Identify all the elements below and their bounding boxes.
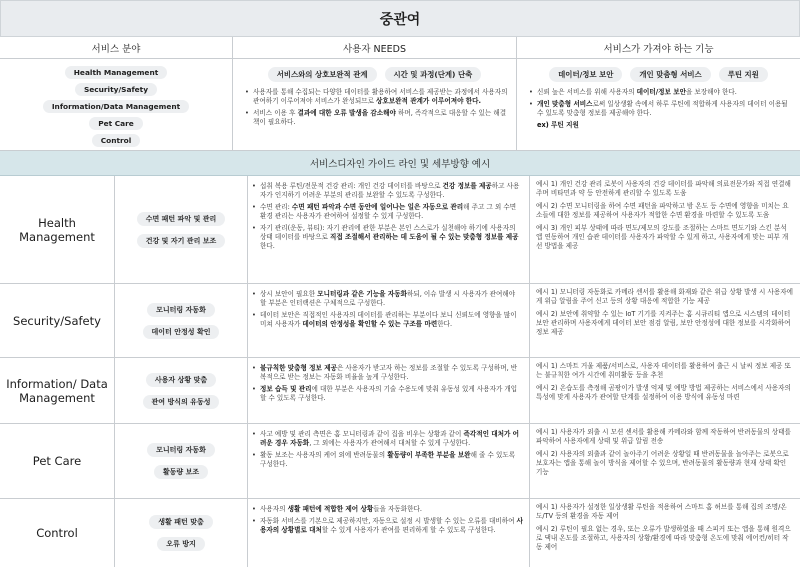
guide-example: 예시 1) 사용자가 외출 시 모션 센서를 활용해 카메라와 함께 작동하여 반려동물의 상태를 파악하여 사용자에게 상태 및 위급 알림 전송 — [536, 428, 791, 445]
guide-row-petcare — [0, 424, 800, 499]
guide-pills — [115, 176, 248, 283]
guide-bullet: • 수면 관리: 수면 패턴 파악과 수면 동안에 일어나는 일은 자동으로 관리해 주고 그 외 수면 환경 관리는 사용자가 관여하여 설정할 수 있게 구성한다. — [252, 203, 523, 221]
header-values: 서비스가 가져야 하는 기능 — [603, 43, 714, 55]
guide-example: 예시 2) 루틴이 필요 없는 경우, 또는 오류가 발생하였을 때 스피커 또는 앱을 통해 원격으로 댁내 온도를 조절하고, 사용자의 상황/환경에 따라 맞춤형 온도에 맞춰 에어컨/히터 작동 제어 — [536, 525, 791, 551]
domain-pill: Security/Safety — [75, 83, 157, 96]
values-pill: 루틴 지원 — [719, 67, 768, 82]
page-title-text: 중관여 — [379, 11, 421, 28]
guide-examples — [530, 176, 800, 283]
guide-example: 예시 1) 모니터링 자동화로 카메라 센서를 활용해 화재와 같은 위급 상황 발생 시 사용자에게 위급 알림을 주어 신고 등의 상황 대응에 적합한 기능 제공 — [536, 288, 793, 305]
guide-row-information — [0, 358, 800, 424]
guide-pills — [115, 284, 248, 357]
guide-pill: 관여 방식의 유동성 — [143, 395, 220, 409]
summary-domains — [0, 59, 233, 150]
guide-bullet: • 불규칙한 맞춤형 정보 제공은 사용자가 받고자 하는 정보를 조절할 수 있도록 구성하며, 반복적으로 받는 정보는 자동화 비율을 높게 구성한다. — [252, 364, 523, 382]
guide-bullets — [248, 499, 530, 567]
guide-bullets — [248, 358, 530, 423]
guide-examples — [530, 499, 800, 567]
guide-domain-name: Control — [0, 499, 115, 567]
values-bullet: • 신뢰 높은 서비스를 위해 사용자의 데이터/정보 보안을 보장해야 한다. — [529, 88, 792, 97]
guide-example: 예시 1) 사용자가 설정한 일상생활 루틴을 적용하여 스마트 홈 허브를 통해 집의 조명/온도/TV 등의 환경을 자동 제어 — [536, 503, 787, 520]
guide-bullets — [248, 284, 530, 357]
guide-bullet: • 활동 보조는 사용자의 케어 외에 반려동물의 활동량이 부족한 부분을 보완해 줄 수 있도록 구성한다. — [252, 451, 523, 469]
guide-pills — [115, 358, 248, 423]
guide-bullet: • 상시 보안이 필요한 모니터링과 같은 기능을 자동화하되, 이슈 발생 시 사용자가 관여해야 할 부분은 인터랙션은 구체적으로 구성한다. — [252, 290, 523, 308]
guide-examples — [530, 424, 800, 498]
guide-domain-name: Security/Safety — [0, 284, 115, 357]
values-pill: 데이터/정보 보안 — [549, 67, 622, 82]
values-example: ex) 루틴 지원 — [537, 121, 579, 129]
needs-pill: 시간 및 과정(단계) 단축 — [385, 67, 482, 82]
guide-pill: 모니터링 자동화 — [147, 443, 215, 457]
guide-row-security — [0, 284, 800, 358]
header-needs: 사용자 NEEDS — [233, 37, 517, 58]
section-title: 서비스디자인 가이드 라인 및 세부방향 예시 — [0, 151, 800, 176]
guide-pill: 생활 패턴 맞춤 — [149, 515, 212, 529]
guide-pills — [115, 424, 248, 498]
summary-needs — [233, 59, 517, 150]
guide-bullet: • 사용자의 생활 패턴에 적합한 제어 상황들을 자동화한다. — [252, 505, 523, 514]
guide-pill: 활동량 보조 — [154, 465, 208, 479]
domain-pill: Health Management — [65, 66, 168, 79]
guide-example: 예시 2) 사용자의 외출과 같이 놀아주기 어려운 상황일 때 반려동물을 놀아주는 로봇으로 보호자는 앱을 통해 놀이 방식을 제어할 수 있으며, 반려동물의 활동량과 현재 상태 확인 기능 — [536, 450, 789, 476]
guide-pills — [115, 499, 248, 567]
guide-pill: 모니터링 자동화 — [147, 303, 215, 317]
guide-example: 예시 1) 스마트 거울 제품/서비스로, 사용자 데이터를 활용하여 출근 시 날씨 정보 제공 또는 불규칙한 여가 시간에 취미활동 등을 추천 — [536, 362, 791, 379]
guide-pill: 사용자 상황 맞춤 — [146, 373, 216, 387]
needs-bullet: • 사용자를 통해 수집되는 다양한 데이터를 활용하여 서비스를 제공받는 과정에서 사용자의 관여하기 이루어져야 서비스가 완성되므로 상호보완적 관계가 이루어져야 한다. — [245, 88, 508, 106]
guide-row-health — [0, 176, 800, 284]
values-bullet-list — [517, 82, 800, 118]
needs-bullet: • 서비스 이용 후 결과에 대한 오류 발생을 감소해야 하며, 즉각적으로 대응할 수 있는 해결책이 필요하다. — [245, 109, 508, 127]
table-header — [0, 37, 800, 59]
guide-bullet: • 섭취 복용 루틴/전문적 건강 관리: 개인 건강 데이터를 바탕으로 건강 정보를 제공하고 사용자가 인지하기 어려운 부분의 관리를 보완할 수 있도록 구성한다. — [252, 182, 523, 200]
guide-row-control — [0, 499, 800, 567]
guide-pill: 데이터 안정성 확인 — [143, 325, 220, 339]
domain-pill: Pet Care — [89, 117, 143, 130]
guide-bullets — [248, 176, 530, 283]
guide-domain-name: Information/ Data Management — [0, 358, 115, 423]
guide-example: 예시 2) 보안에 취약할 수 있는 IoT 기기를 지켜주는 홈 시큐리티 앱으로 시스템의 데이터 보안 관리하며 사용자에게 데이터 보안 점검 알림, 보안 안정성에 대한 정보를 시각화하여 정보 제공 — [536, 310, 791, 336]
guide-bullet: • 자동화 서비스를 기본으로 제공하지만, 자동으로 설정 시 발생할 수 있는 오류를 대비하여 사용자의 상황별로 대처할 수 있게 사용자가 관여를 편리하게 할 수 있도록 구성한다. — [252, 517, 523, 535]
guide-domain-name: Pet Care — [0, 424, 115, 498]
guide-examples — [530, 284, 800, 357]
guide-pill: 수면 패턴 파악 및 관리 — [137, 212, 226, 226]
guide-domain-name: Health Management — [0, 176, 115, 283]
guide-example: 예시 3) 개인 피부 상태에 따라 면도/제모의 강도를 조절하는 스마트 면도기와 스킨 분석 앱 연동하여 개인 습관 데이터를 사용자가 파악할 수 있게 하고, 사용자에게 맞는 피부 개선 방법을 제공 — [536, 224, 789, 250]
guide-bullet: • 데이터 보안은 직접적인 사용자의 데이터를 관리하는 부분이다 보니 신뢰도에 영향을 많이 미쳐 사용자가 데이터의 안정성을 확인할 수 있는 구조를 마련한다. — [252, 311, 523, 329]
guide-pill: 건강 및 자기 관리 보조 — [137, 234, 226, 248]
guide-example: 예시 2) 온습도를 측정해 곰팡이가 발생 억제 및 예방 방법 제공하는 서비스에서 사용자의 특성에 맞게 사용자가 관여할 단계를 설정하여 이용 방식에 유동성 마련 — [536, 384, 791, 401]
guide-bullets — [248, 424, 530, 498]
values-bullet: • 개인 맞춤형 서비스로써 일상생활 속에서 하루 루틴에 적합하게 사용자의 데이터 이용될 수 있도록 맞춤형 정보를 제공해야 한다. — [529, 100, 792, 118]
needs-pill: 서비스와의 상호보완적 관계 — [268, 67, 377, 82]
guide-bullet: • 정보 습득 및 관리에 대한 부분은 사용자의 기술 수용도에 맞춰 유동성 있게 사용자가 개입할 수 있도록 구성한다. — [252, 385, 523, 403]
guide-pill: 오류 방지 — [157, 537, 205, 551]
needs-bullet-list — [233, 82, 516, 127]
domain-pill: Information/Data Management — [43, 100, 189, 113]
page-title — [0, 0, 800, 37]
domain-pill: Control — [92, 134, 141, 147]
guide-example: 예시 2) 수면 모니터링을 하여 수면 패턴을 파악하고 밤 온도 등 수면에 영향을 미치는 요소들에 대한 정보를 제공하여 사용자가 적합한 수면 환경을 마련할 수 있도록 도움 — [536, 202, 789, 219]
summary-row — [0, 59, 800, 151]
guide-bullet: • 자기 관리(운동, 뷰티): 자기 관리에 관한 부분은 본인 스스로가 실천해야 하기에 사용자의 상태 데이터를 바탕으로 직접 조절해서 관리하는 데 도움이 될 수 있는 맞춤형 정보를 제공한다. — [252, 224, 523, 251]
header-domain: 서비스 분야 — [0, 37, 233, 58]
values-pill: 개인 맞춤형 서비스 — [630, 67, 710, 82]
summary-values — [517, 59, 800, 150]
guide-example: 예시 1) 개인 건강 관리 로봇이 사용자의 건강 데이터를 파악해 의료전문가와 직접 연결해 주며 비타민과 약 등 안전하게 관리할 수 있도록 도움 — [536, 180, 791, 197]
guide-examples — [530, 358, 800, 423]
guide-bullet: • 사고 예방 및 관리 측면은 홈 모니터링과 같이 집을 비우는 상황과 같이 즉각적인 대처가 어려운 경우 자동화, 그 외에는 사용자가 관여해서 대처할 수 있게 구성한다. — [252, 430, 523, 448]
